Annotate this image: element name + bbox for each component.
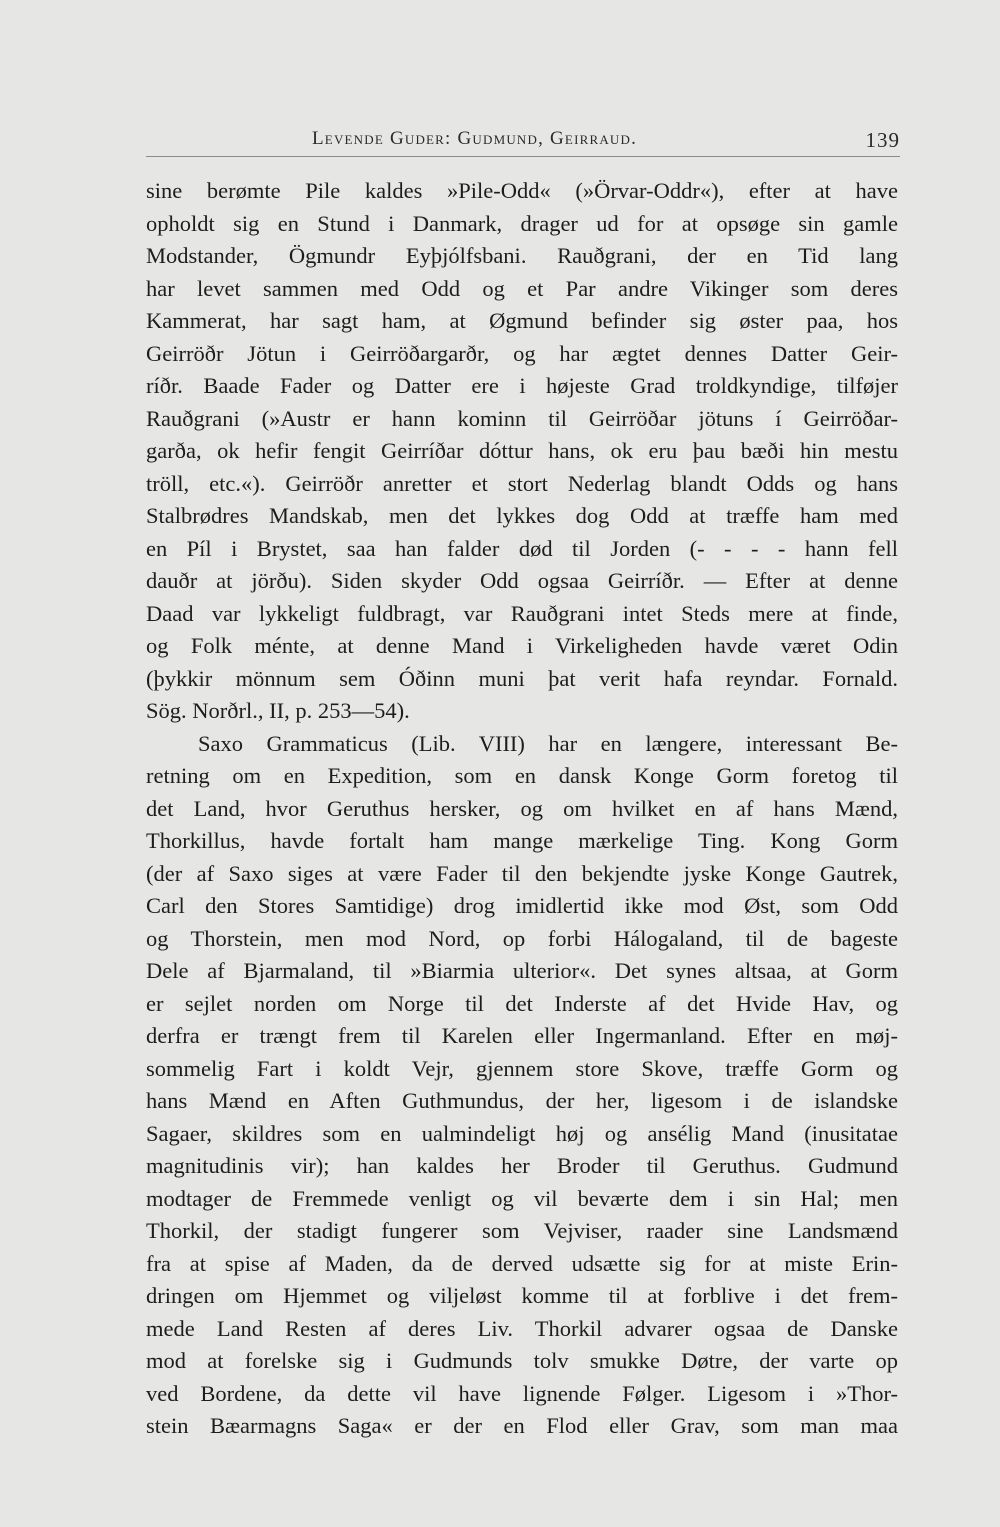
text-line: fra at spise af Maden, da de derved udsætte sig for at miste Erin- <box>146 1250 898 1276</box>
text-line: Geirröðr Jötun i Geirröðargarðr, og har ægtet dennes Datter Geir- <box>146 340 898 366</box>
text-line: Thorkillus, havde fortalt ham mange mærkelige Ting. Kong Gorm <box>146 828 898 853</box>
text-line: retning om en Expedition, som en dansk Konge Gorm foretog til <box>146 763 898 788</box>
text-line: og Thorstein, men mod Nord, op forbi Hálogaland, til de bageste <box>146 925 898 951</box>
text-line: har levet sammen med Odd og et Par andre Vikinger som deres <box>146 275 898 301</box>
text-line: Saxo Grammaticus (Lib. VIII) har en længere, interessant Be- <box>198 730 898 756</box>
text-line: (der af Saxo siges at være Fader til den bekjendte jyske Konge Gautrek, <box>146 860 898 886</box>
text-line: Sagaer, skildres som en ualmindeligt høj og ansélig Mand (inusitatae <box>146 1120 898 1146</box>
text-line: dringen om Hjemmet og viljeløst komme til at forblive i det frem- <box>146 1283 898 1308</box>
text-line: mod at forelske sig i Gudmunds tolv smukke Døtre, der varte op <box>146 1348 898 1373</box>
text-line: Daad var lykkeligt fuldbragt, var Rauðgrani intet Steds mere at finde, <box>146 600 898 626</box>
text-line: modtager de Fremmede venligt og vil beværte dem i sin Hal; men <box>146 1185 898 1211</box>
body-text <box>146 175 898 1443</box>
text-line: garða, ok hefir fengit Geirríðar dóttur hans, ok eru þau bæði hin mestu <box>146 438 898 463</box>
text-line: Kammerat, har sagt ham, at Øgmund befinder sig øster paa, hos <box>146 308 898 333</box>
text-line: sine berømte Pile kaldes »Pile-Odd« (»Örvar-Oddr«), efter at have <box>146 178 898 203</box>
running-header <box>146 124 900 160</box>
text-line: mede Land Resten af deres Liv. Thorkil advarer ogsaa de Danske <box>146 1315 898 1341</box>
text-line: (þykkir mönnum sem Óðinn muni þat verit hafa reyndar. Fornald. <box>146 665 898 691</box>
text-line: tröll, etc.«). Geirröðr anretter et stort Nederlag blandt Odds og hans <box>146 470 898 496</box>
text-line: Thorkil, der stadigt fungerer som Vejviser, raader sine Landsmænd <box>146 1218 898 1243</box>
header-rule <box>146 156 900 157</box>
text-line: ríðr. Baade Fader og Datter ere i højeste Grad troldkyndige, tilføjer <box>146 373 898 398</box>
text-line: Rauðgrani (»Austr er hann kominn til Geirröðar jötuns í Geirröðar- <box>146 405 898 431</box>
text-line: det Land, hvor Geruthus hersker, og om hvilket en af hans Mænd, <box>146 795 898 821</box>
text-line: Modstander, Ögmundr Eyþjólfsbani. Rauðgrani, der en Tid lang <box>146 243 898 268</box>
text-line: magnitudinis vir); han kaldes her Broder til Geruthus. Gudmund <box>146 1153 898 1178</box>
text-line: Carl den Stores Samtidige) drog imidlertid ikke mod Øst, som Odd <box>146 893 898 918</box>
text-line: og Folk ménte, at denne Mand i Virkeligheden havde været Odin <box>146 633 898 658</box>
text-line: dauðr at jörðu). Siden skyder Odd ogsaa Geirríðr. — Efter at denne <box>146 568 898 593</box>
page-number: 139 <box>865 128 900 152</box>
text-line: er sejlet norden om Norge til det Inderste af det Hvide Hav, og <box>146 990 898 1016</box>
text-line: opholdt sig en Stund i Danmark, drager ud for at opsøge sin gamle <box>146 210 898 236</box>
running-title: Levende Guder: Gudmund, Geirraud. <box>312 128 638 149</box>
text-line: Stalbrødres Mandskab, men det lykkes dog Odd at træffe ham med <box>146 503 898 528</box>
text-line: Dele af Bjarmaland, til »Biarmia ulterior«. Det synes altsaa, at Gorm <box>146 958 898 983</box>
text-line: derfra er trængt frem til Karelen eller Ingermanland. Efter en møj- <box>146 1023 898 1048</box>
text-line: en Píl i Brystet, saa han falder død til Jorden (- - - - hann fell <box>146 535 898 561</box>
text-line: stein Bæarmagns Saga« er der en Flod eller Grav, som man maa <box>146 1413 898 1438</box>
text-line: ved Bordene, da dette vil have lignende Følger. Ligesom i »Thor- <box>146 1380 898 1406</box>
text-line: Sög. Norðrl., II, p. 253—54). <box>146 698 410 723</box>
text-line: sommelig Fart i koldt Vejr, gjennem store Skove, træffe Gorm og <box>146 1055 898 1081</box>
text-line: hans Mænd en Aften Guthmundus, der her, ligesom i de islandske <box>146 1088 898 1113</box>
